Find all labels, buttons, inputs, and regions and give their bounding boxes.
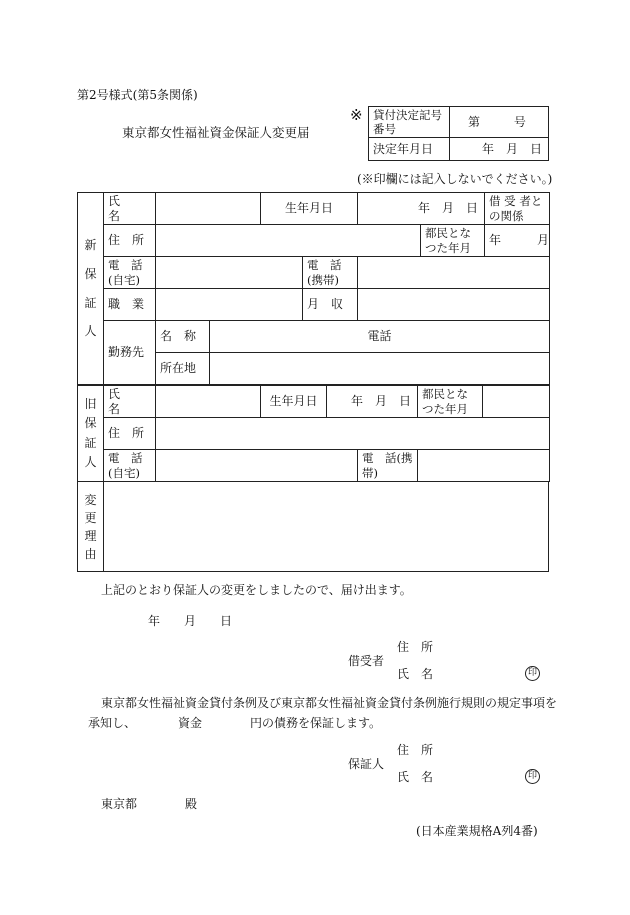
new-address-label: 住 所 [104, 225, 156, 257]
old-mobile-label: 電 話(携帯) [358, 450, 418, 482]
company-address-field[interactable] [210, 353, 550, 385]
reason-field[interactable] [104, 482, 549, 572]
company-phone-label: 電話 [210, 321, 550, 353]
decision-date-label: 決定年月日 [369, 138, 450, 161]
borrower-seal-icon: 印 [525, 664, 540, 681]
old-address-label: 住 所 [104, 418, 156, 450]
old-name-label: 氏 名 [104, 386, 156, 418]
old-home-phone-label: 電 話(自宅) [104, 450, 156, 482]
decision-date-value: 年 月 日 [450, 138, 549, 161]
borrower-address-label: 住 所 [397, 640, 434, 654]
old-address-field[interactable] [156, 418, 550, 450]
reason-table [77, 481, 549, 572]
workplace-label: 勤務先 [104, 321, 156, 385]
office-use-table [368, 106, 549, 161]
reason-label: 変更理由 [78, 482, 104, 572]
form-title: 東京都女性福祉資金保証人変更届 [122, 125, 310, 140]
new-mobile-label: 電 話(携帯) [303, 257, 358, 289]
new-job-field[interactable] [156, 289, 303, 321]
guarantor-address-label: 住 所 [397, 743, 434, 757]
new-birth-label: 生年月日 [261, 193, 358, 225]
new-address-field[interactable] [156, 225, 421, 257]
new-birth-value[interactable]: 年 月 日 [358, 193, 485, 225]
new-home-phone-field[interactable] [156, 257, 303, 289]
old-name-field[interactable] [156, 386, 261, 418]
new-name-label: 氏 名 [104, 193, 156, 225]
statement-line: 上記のとおり保証人の変更をしましたので、届け出ます。 [101, 583, 412, 597]
new-income-label: 月 収 [303, 289, 358, 321]
old-residence-label: 都民となつた年月 [418, 386, 483, 418]
new-relation-label: 借 受 者との関係 [485, 193, 550, 225]
old-birth-label: 生年月日 [261, 386, 327, 418]
old-guarantor-label: 旧保証人 [78, 386, 104, 482]
new-name-field[interactable] [156, 193, 261, 225]
old-residence-field[interactable] [483, 386, 550, 418]
consent-line-2: 承知し、 資金 円の債務を保証します。 [88, 716, 382, 730]
consent-line-1: 東京都女性福祉資金貸付条例及び東京都女性福祉資金貸付条例施行規則の規定事項を [101, 696, 558, 710]
new-residence-value[interactable]: 年 月 [485, 225, 550, 257]
office-dai: 第 [468, 114, 481, 129]
new-job-label: 職 業 [104, 289, 156, 321]
old-guarantor-table [77, 385, 550, 482]
guarantor-label: 保証人 [348, 757, 385, 771]
guarantor-name-label: 氏 名 [397, 770, 434, 784]
stamp-note: (※印欄には記入しないでください。) [357, 172, 553, 186]
submit-date: 年 月 日 [148, 614, 233, 628]
paper-standard: (日本産業規格A列4番) [416, 824, 538, 838]
new-home-phone-label: 電 話(自宅) [104, 257, 156, 289]
form-number: 第2号様式(第5条関係) [77, 88, 198, 102]
new-residence-label: 都民となつた年月 [421, 225, 485, 257]
new-mobile-field[interactable] [358, 257, 550, 289]
new-guarantor-label: 新保証人 [78, 193, 104, 385]
office-use-mark: ※ [350, 106, 363, 124]
office-go: 号 [513, 114, 526, 129]
addressee: 東京都 殿 [101, 797, 198, 811]
new-income-field[interactable] [358, 289, 550, 321]
guarantor-seal-icon: 印 [525, 767, 540, 784]
old-birth-value[interactable]: 年 月 日 [327, 386, 418, 418]
office-number-value [450, 107, 549, 138]
company-address-label: 所在地 [156, 353, 210, 385]
old-mobile-field[interactable] [418, 450, 550, 482]
office-number-label: 貸付決定記号番号 [369, 107, 450, 138]
new-guarantor-table [77, 192, 550, 385]
borrower-name-label: 氏 名 [397, 667, 434, 681]
old-home-phone-field[interactable] [156, 450, 358, 482]
company-name-label: 名 称 [156, 321, 210, 353]
borrower-label: 借受者 [348, 654, 385, 668]
